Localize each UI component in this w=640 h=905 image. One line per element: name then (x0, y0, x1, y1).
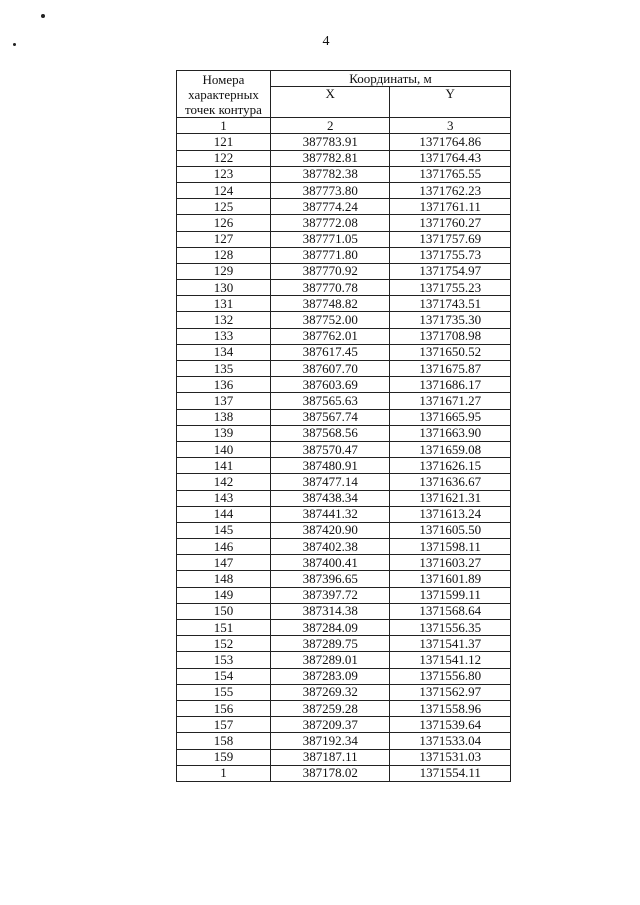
point-number-cell: 150 (177, 603, 271, 619)
x-coordinate-cell: 387607.70 (271, 361, 390, 377)
table-row (177, 280, 511, 296)
table-row (177, 312, 511, 328)
y-coordinate-cell: 1371554.11 (390, 765, 511, 781)
table-row (177, 166, 511, 182)
y-coordinate-cell: 1371531.03 (390, 749, 511, 765)
table-row (177, 425, 511, 441)
coordinates-table (176, 70, 511, 782)
y-coordinate-cell: 1371663.90 (390, 425, 511, 441)
column-number: 3 (390, 118, 511, 134)
y-coordinate-cell: 1371755.23 (390, 280, 511, 296)
point-number-cell: 143 (177, 490, 271, 506)
column-number: 2 (271, 118, 390, 134)
point-number-cell: 151 (177, 620, 271, 636)
y-coordinate-cell: 1371626.15 (390, 458, 511, 474)
x-coordinate-cell: 387774.24 (271, 199, 390, 215)
y-coordinate-cell: 1371598.11 (390, 539, 511, 555)
y-coordinate-cell: 1371755.73 (390, 247, 511, 263)
point-number-cell: 121 (177, 134, 271, 150)
table-row (177, 765, 511, 781)
table-row (177, 717, 511, 733)
table-row (177, 199, 511, 215)
y-coordinate-cell: 1371605.50 (390, 522, 511, 538)
point-number-cell: 131 (177, 296, 271, 312)
y-coordinate-cell: 1371708.98 (390, 328, 511, 344)
point-number-cell: 138 (177, 409, 271, 425)
table-row (177, 668, 511, 684)
y-coordinate-cell: 1371613.24 (390, 506, 511, 522)
table-row (177, 571, 511, 587)
x-coordinate-cell: 387284.09 (271, 620, 390, 636)
table-row (177, 150, 511, 166)
point-number-cell: 142 (177, 474, 271, 490)
header-point-line: Номера (202, 71, 245, 87)
table-row (177, 215, 511, 231)
table-row (177, 344, 511, 360)
header-point-numbers (177, 71, 271, 118)
x-coordinate-cell: 387259.28 (271, 700, 390, 716)
point-number-cell: 139 (177, 425, 271, 441)
x-coordinate-cell: 387441.32 (271, 506, 390, 522)
point-number-cell: 146 (177, 539, 271, 555)
y-coordinate-cell: 1371533.04 (390, 733, 511, 749)
table-row (177, 522, 511, 538)
x-coordinate-cell: 387617.45 (271, 344, 390, 360)
y-coordinate-cell: 1371659.08 (390, 441, 511, 457)
y-coordinate-cell: 1371665.95 (390, 409, 511, 425)
table-row (177, 182, 511, 198)
point-number-cell: 159 (177, 749, 271, 765)
x-coordinate-cell: 387770.92 (271, 263, 390, 279)
table-row (177, 377, 511, 393)
x-coordinate-cell: 387772.08 (271, 215, 390, 231)
x-coordinate-cell: 387289.01 (271, 652, 390, 668)
table-row (177, 555, 511, 571)
y-coordinate-cell: 1371636.67 (390, 474, 511, 490)
y-coordinate-cell: 1371765.55 (390, 166, 511, 182)
x-coordinate-cell: 387402.38 (271, 539, 390, 555)
header-x: X (271, 87, 390, 118)
table-row (177, 636, 511, 652)
x-coordinate-cell: 387314.38 (271, 603, 390, 619)
scan-speck (41, 14, 45, 18)
table-row (177, 733, 511, 749)
table-row (177, 587, 511, 603)
y-coordinate-cell: 1371764.86 (390, 134, 511, 150)
y-coordinate-cell: 1371541.37 (390, 636, 511, 652)
x-coordinate-cell: 387269.32 (271, 684, 390, 700)
table-row (177, 474, 511, 490)
x-coordinate-cell: 387187.11 (271, 749, 390, 765)
x-coordinate-cell: 387209.37 (271, 717, 390, 733)
x-coordinate-cell: 387438.34 (271, 490, 390, 506)
x-coordinate-cell: 387480.91 (271, 458, 390, 474)
y-coordinate-cell: 1371743.51 (390, 296, 511, 312)
x-coordinate-cell: 387782.38 (271, 166, 390, 182)
y-coordinate-cell: 1371686.17 (390, 377, 511, 393)
x-coordinate-cell: 387603.69 (271, 377, 390, 393)
x-coordinate-cell: 387397.72 (271, 587, 390, 603)
point-number-cell: 147 (177, 555, 271, 571)
table-header (177, 71, 511, 134)
header-point-line: точек контура (185, 101, 262, 117)
point-number-cell: 148 (177, 571, 271, 587)
y-coordinate-cell: 1371675.87 (390, 361, 511, 377)
point-number-cell: 136 (177, 377, 271, 393)
page-number: 4 (322, 34, 330, 49)
point-number-cell: 145 (177, 522, 271, 538)
point-number-cell: 155 (177, 684, 271, 700)
x-coordinate-cell: 387567.74 (271, 409, 390, 425)
table-row (177, 700, 511, 716)
point-number-cell: 140 (177, 441, 271, 457)
y-coordinate-cell: 1371568.64 (390, 603, 511, 619)
x-coordinate-cell: 387568.56 (271, 425, 390, 441)
y-coordinate-cell: 1371562.97 (390, 684, 511, 700)
y-coordinate-cell: 1371760.27 (390, 215, 511, 231)
point-number-cell: 156 (177, 700, 271, 716)
x-coordinate-cell: 387748.82 (271, 296, 390, 312)
y-coordinate-cell: 1371541.12 (390, 652, 511, 668)
x-coordinate-cell: 387770.78 (271, 280, 390, 296)
x-coordinate-cell: 387178.02 (271, 765, 390, 781)
table-row (177, 361, 511, 377)
point-number-cell: 153 (177, 652, 271, 668)
y-coordinate-cell: 1371735.30 (390, 312, 511, 328)
point-number-cell: 135 (177, 361, 271, 377)
table-row (177, 247, 511, 263)
point-number-cell: 122 (177, 150, 271, 166)
table-row (177, 231, 511, 247)
y-coordinate-cell: 1371599.11 (390, 587, 511, 603)
y-coordinate-cell: 1371764.43 (390, 150, 511, 166)
point-number-cell: 125 (177, 199, 271, 215)
x-coordinate-cell: 387773.80 (271, 182, 390, 198)
y-coordinate-cell: 1371603.27 (390, 555, 511, 571)
table-row (177, 620, 511, 636)
y-coordinate-cell: 1371762.23 (390, 182, 511, 198)
y-coordinate-cell: 1371556.80 (390, 668, 511, 684)
point-number-cell: 1 (177, 765, 271, 781)
point-number-cell: 137 (177, 393, 271, 409)
y-coordinate-cell: 1371761.11 (390, 199, 511, 215)
x-coordinate-cell: 387400.41 (271, 555, 390, 571)
x-coordinate-cell: 387771.05 (271, 231, 390, 247)
table-row (177, 134, 511, 150)
y-coordinate-cell: 1371601.89 (390, 571, 511, 587)
point-number-cell: 126 (177, 215, 271, 231)
header-y: Y (390, 87, 511, 118)
header-point-line: характерных (188, 86, 259, 102)
y-coordinate-cell: 1371754.97 (390, 263, 511, 279)
x-coordinate-cell: 387565.63 (271, 393, 390, 409)
table-row (177, 296, 511, 312)
point-number-cell: 157 (177, 717, 271, 733)
x-coordinate-cell: 387477.14 (271, 474, 390, 490)
table-row (177, 506, 511, 522)
point-number-cell: 124 (177, 182, 271, 198)
y-coordinate-cell: 1371539.64 (390, 717, 511, 733)
x-coordinate-cell: 387771.80 (271, 247, 390, 263)
y-coordinate-cell: 1371650.52 (390, 344, 511, 360)
x-coordinate-cell: 387396.65 (271, 571, 390, 587)
x-coordinate-cell: 387752.00 (271, 312, 390, 328)
table-row (177, 603, 511, 619)
point-number-cell: 144 (177, 506, 271, 522)
point-number-cell: 141 (177, 458, 271, 474)
table-row (177, 684, 511, 700)
x-coordinate-cell: 387782.81 (271, 150, 390, 166)
header-coordinates: Координаты, м (271, 71, 511, 87)
x-coordinate-cell: 387570.47 (271, 441, 390, 457)
x-coordinate-cell: 387762.01 (271, 328, 390, 344)
x-coordinate-cell: 387783.91 (271, 134, 390, 150)
point-number-cell: 134 (177, 344, 271, 360)
point-number-cell: 132 (177, 312, 271, 328)
y-coordinate-cell: 1371671.27 (390, 393, 511, 409)
y-coordinate-cell: 1371558.96 (390, 700, 511, 716)
x-coordinate-cell: 387420.90 (271, 522, 390, 538)
x-coordinate-cell: 387192.34 (271, 733, 390, 749)
point-number-cell: 154 (177, 668, 271, 684)
table-row (177, 652, 511, 668)
table-row (177, 458, 511, 474)
point-number-cell: 127 (177, 231, 271, 247)
table-row (177, 749, 511, 765)
table-row (177, 393, 511, 409)
y-coordinate-cell: 1371556.35 (390, 620, 511, 636)
table-row (177, 263, 511, 279)
table-row (177, 441, 511, 457)
point-number-cell: 129 (177, 263, 271, 279)
column-number: 1 (177, 118, 271, 134)
point-number-cell: 130 (177, 280, 271, 296)
table-body (177, 134, 511, 782)
y-coordinate-cell: 1371621.31 (390, 490, 511, 506)
table-row (177, 409, 511, 425)
table-row (177, 328, 511, 344)
y-coordinate-cell: 1371757.69 (390, 231, 511, 247)
x-coordinate-cell: 387283.09 (271, 668, 390, 684)
point-number-cell: 158 (177, 733, 271, 749)
point-number-cell: 152 (177, 636, 271, 652)
table-row (177, 539, 511, 555)
point-number-cell: 133 (177, 328, 271, 344)
table-row (177, 490, 511, 506)
point-number-cell: 123 (177, 166, 271, 182)
point-number-cell: 149 (177, 587, 271, 603)
x-coordinate-cell: 387289.75 (271, 636, 390, 652)
point-number-cell: 128 (177, 247, 271, 263)
